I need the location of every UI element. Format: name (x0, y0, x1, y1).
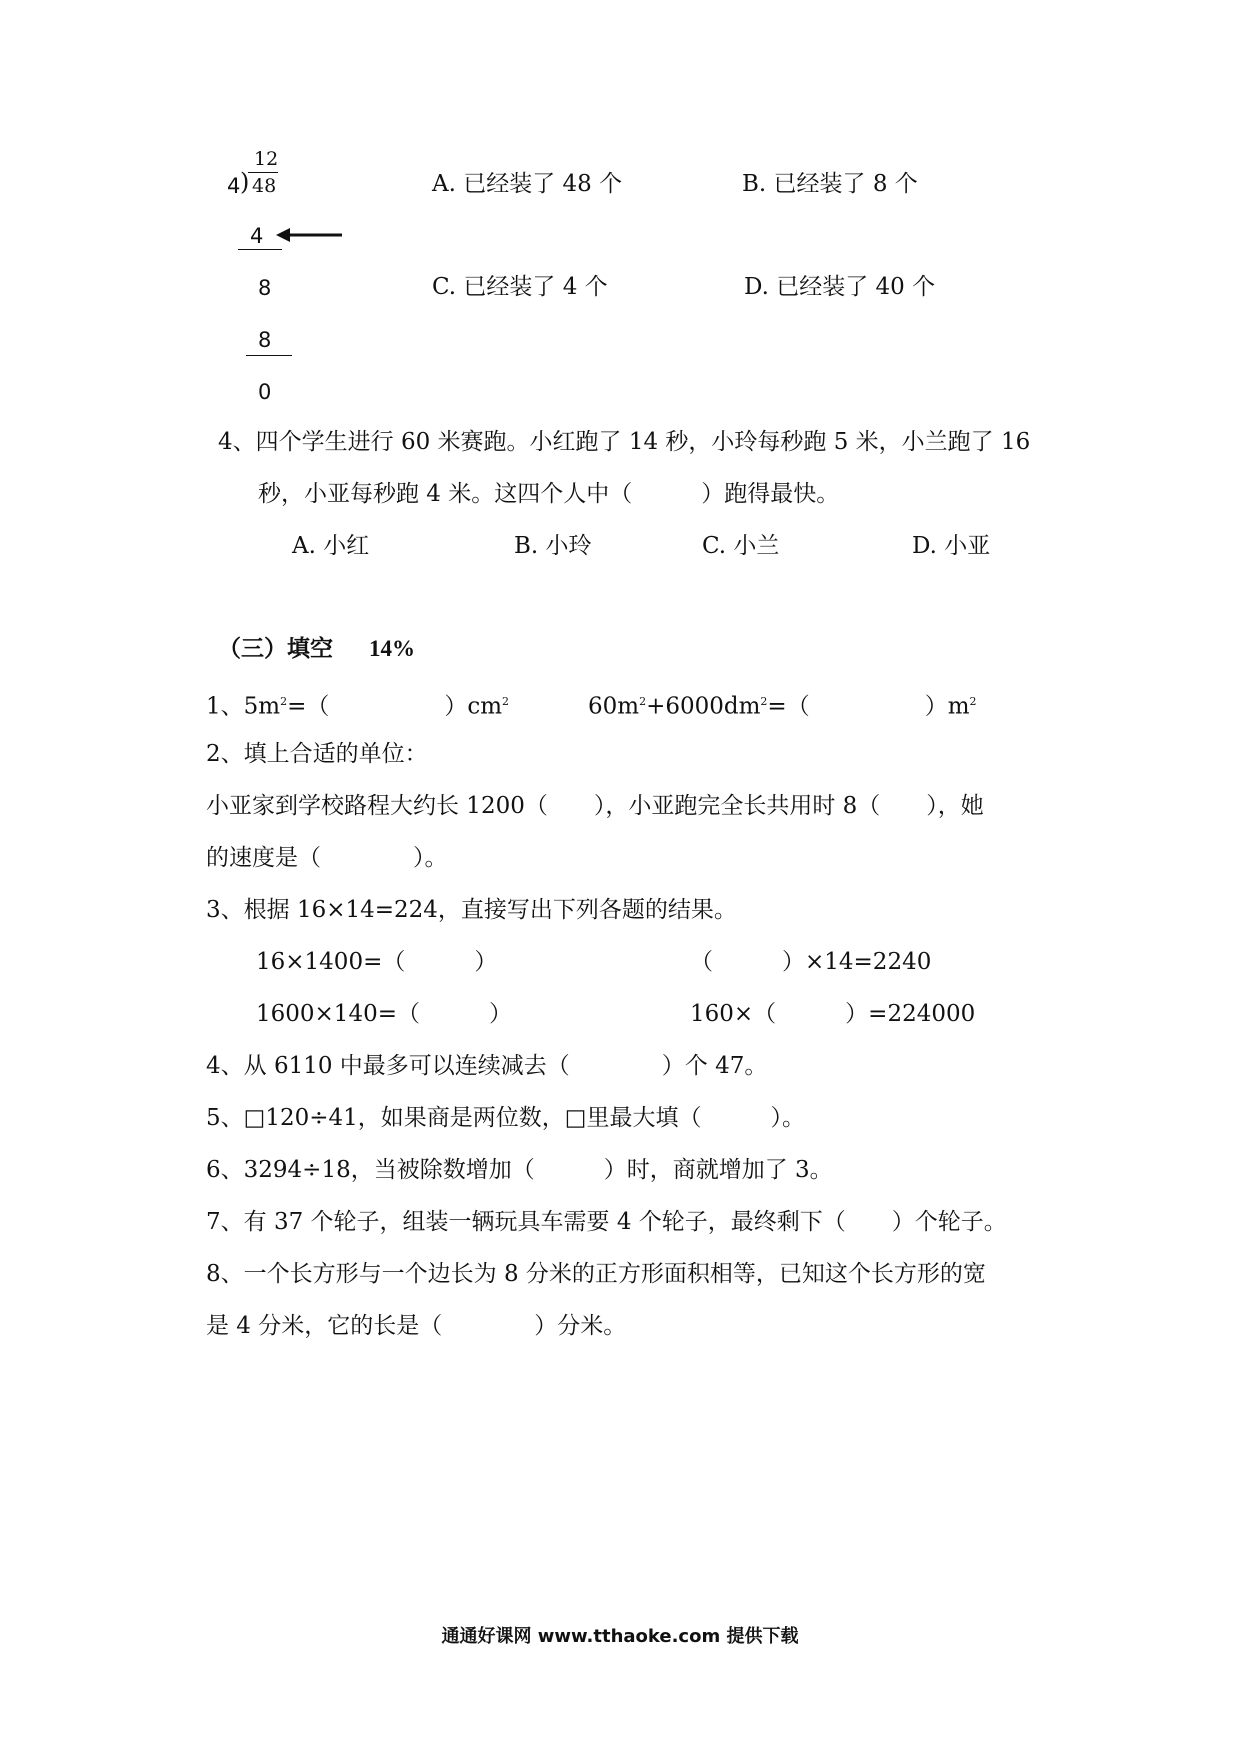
q1b-sup2: 2 (760, 695, 768, 708)
fill-question-5: 5、□120÷41，如果商是两位数，□里最大填（ ）。 (206, 1105, 806, 1131)
fill-question-3c: 1600×140=（ ） (256, 1001, 512, 1027)
division-step3: 8 (258, 328, 272, 352)
fill-question-3-title: 3、根据 16×14=224，直接写出下列各题的结果。 (206, 897, 737, 923)
fill-question-2-title: 2、填上合适的单位： (206, 741, 428, 767)
division-step1-line (238, 249, 282, 250)
fill-question-8-line1: 8、一个长方形与一个边长为 8 分米的正方形面积相等，已知这个长方形的宽 (206, 1261, 986, 1287)
division-bar (248, 172, 278, 173)
q1b-sup3: 2 (969, 695, 977, 708)
fill-question-3a: 16×1400=（ ） (256, 949, 498, 975)
q1b-pre: 60m (588, 693, 640, 720)
q1b-post: =（ ）m (767, 693, 970, 720)
fill-question-7: 7、有 37 个轮子，组装一辆玩具车需要 4 个轮子，最终剩下（ ）个轮子。 (206, 1209, 1007, 1235)
option-b: B. 小玲 (514, 533, 592, 559)
division-bracket: ) (240, 168, 250, 196)
question-4-line2: 秒，小亚每秒跑 4 米。这四个人中（ ）跑得最快。 (258, 481, 840, 507)
fill-question-1a (206, 688, 509, 721)
division-divisor: 4 (227, 174, 241, 198)
fill-question-2-line1: 小亚家到学校路程大约长 1200（ ），小亚跑完全长共用时 8（ ），她 (206, 793, 984, 819)
q1a-sup2: 2 (502, 695, 510, 708)
question-4-line1: 4、四个学生进行 60 米赛跑。小红跑了 14 秒，小玲每秒跑 5 米，小兰跑了 16 (218, 429, 1031, 455)
option-d: D. 已经装了 40 个 (744, 274, 936, 300)
option-b: B. 已经装了 8 个 (742, 171, 918, 197)
q1b-sup: 2 (639, 695, 647, 708)
fill-question-3d: 160×（ ）=224000 (690, 1001, 976, 1027)
q1b-mid: +6000dm (646, 693, 761, 720)
fill-question-2-line2: 的速度是（ ）。 (206, 845, 448, 871)
division-dividend: 48 (252, 175, 277, 197)
q1a-mid: =（ ）cm (287, 693, 503, 720)
footer-credit: 通通好课网 www.tthaoke.com 提供下载 (441, 1626, 799, 1647)
q1a-pre: 1、5m (206, 693, 281, 720)
fill-question-1b (588, 688, 977, 721)
division-step1: 4 (250, 224, 264, 248)
arrow-left-icon (276, 226, 344, 244)
division-quotient: 12 (254, 148, 279, 170)
fill-question-8-line2: 是 4 分米，它的长是（ ）分米。 (206, 1313, 627, 1339)
fill-question-6: 6、3294÷18，当被除数增加（ ）时，商就增加了 3。 (206, 1157, 833, 1183)
option-a: A. 已经装了 48 个 (432, 171, 623, 197)
option-d: D. 小亚 (912, 533, 991, 559)
division-remainder: 0 (258, 380, 272, 404)
section-title (218, 635, 415, 663)
division-step3-line (246, 355, 292, 356)
division-step2: 8 (258, 276, 272, 300)
fill-question-3b: （ ）×14=2240 (690, 949, 932, 975)
option-a: A. 小红 (292, 533, 370, 559)
section-percent: 14% (369, 636, 416, 661)
section-title-text: （三）填空 (218, 635, 333, 662)
option-c: C. 已经装了 4 个 (432, 274, 608, 300)
fill-question-4: 4、从 6110 中最多可以连续减去（ ）个 47。 (206, 1053, 768, 1079)
option-c: C. 小兰 (702, 533, 780, 559)
q1a-sup: 2 (280, 695, 288, 708)
